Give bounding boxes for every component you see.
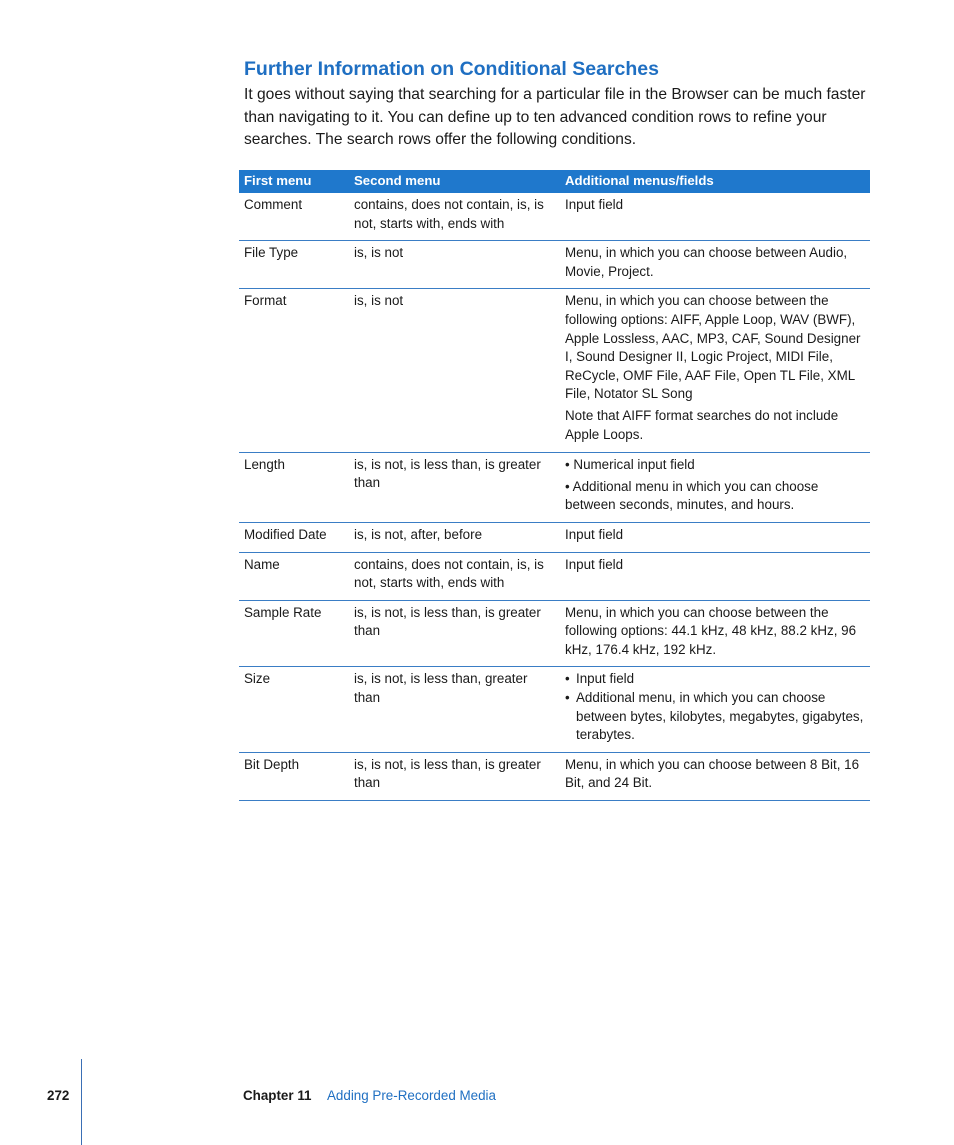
footer-divider bbox=[81, 1059, 82, 1145]
first-menu-cell: Comment bbox=[239, 193, 349, 241]
first-menu-cell: Length bbox=[239, 452, 349, 522]
cell-text: Menu, in which you can choose between the following options: 44.1 kHz, 48 kHz, 88.2 kHz, 96 kHz, 176.4 kHz, 192 kHz. bbox=[565, 604, 857, 657]
cell-text: Menu, in which you can choose between the following options: AIFF, Apple Loop, WAV (BWF), Apple Lossless, AAC, MP3, CAF, Sound Designer I, Sound Designer II, Logic Project, MIDI File, ReCycle, OMF File, AAF File, Open TL File, XML File, Notator SL Song bbox=[565, 293, 861, 402]
table-row-length bbox=[239, 452, 870, 522]
additional-cell bbox=[560, 552, 870, 600]
header-second-menu: Second menu bbox=[349, 170, 560, 193]
additional-cell bbox=[560, 452, 870, 522]
additional-cell bbox=[560, 600, 870, 667]
second-menu-cell: is, is not, is less than, is greater than bbox=[349, 452, 560, 522]
table-row-modified-date bbox=[239, 522, 870, 552]
second-menu-cell: is, is not, after, before bbox=[349, 522, 560, 552]
cell-text: Menu, in which you can choose between Audio, Movie, Project. bbox=[565, 245, 848, 279]
header-additional-fields: Additional menus/fields bbox=[560, 170, 870, 193]
table-row-size bbox=[239, 667, 870, 752]
additional-cell bbox=[560, 289, 870, 452]
first-menu-cell: Name bbox=[239, 552, 349, 600]
cell-text: • Additional menu in which you can choose between seconds, minutes, and hours. bbox=[565, 478, 819, 513]
additional-cell bbox=[560, 752, 870, 800]
additional-cell bbox=[560, 193, 870, 241]
additional-cell bbox=[560, 241, 870, 289]
second-menu-cell: contains, does not contain, is, is not, starts with, ends with bbox=[349, 552, 560, 600]
cell-text: Input field bbox=[565, 526, 624, 542]
second-menu-cell: is, is not bbox=[349, 289, 560, 452]
table-row-bit-depth bbox=[239, 752, 870, 800]
header-first-menu: First menu bbox=[239, 170, 349, 193]
table-row-format bbox=[239, 289, 870, 452]
table-row-name bbox=[239, 552, 870, 600]
bullet-item: • Input field bbox=[565, 670, 865, 689]
cell-text: Input field bbox=[565, 197, 624, 212]
table-header bbox=[239, 170, 870, 193]
first-menu-cell: Modified Date bbox=[239, 522, 349, 552]
first-menu-cell: Format bbox=[239, 289, 349, 452]
cell-text: Menu, in which you can choose between 8 Bit, 16 Bit, and 24 Bit. bbox=[565, 756, 860, 791]
second-menu-cell: is, is not, is less than, is greater than bbox=[349, 600, 560, 667]
section-heading: Further Information on Conditional Searches bbox=[244, 58, 659, 80]
cell-note: Note that AIFF format searches do not include Apple Loops. bbox=[565, 408, 839, 443]
conditions-table bbox=[239, 170, 870, 801]
additional-cell bbox=[560, 522, 870, 552]
second-menu-cell: contains, does not contain, is, is not, starts with, ends with bbox=[349, 193, 560, 241]
table-row-file-type bbox=[239, 241, 870, 289]
first-menu-cell: Sample Rate bbox=[239, 600, 349, 667]
bullet-item: • Additional menu, in which you can choose between bytes, kilobytes, megabytes, gigabytes, terabytes. bbox=[565, 689, 865, 745]
cell-text: Input field bbox=[565, 556, 624, 572]
intro-paragraph: It goes without saying that searching for a particular file in the Browser can be much faster than navigating to it. You can define up to ten advanced condition rows to refine your searches. The search rows offer the following conditions. bbox=[244, 86, 866, 149]
first-menu-cell: File Type bbox=[239, 241, 349, 289]
second-menu-cell: is, is not bbox=[349, 241, 560, 289]
first-menu-cell: Size bbox=[239, 667, 349, 752]
chapter-label: Chapter 11 bbox=[243, 1088, 312, 1103]
first-menu-cell: Bit Depth bbox=[239, 752, 349, 800]
page-number: 272 bbox=[47, 1088, 70, 1103]
second-menu-cell: is, is not, is less than, greater than bbox=[349, 667, 560, 752]
chapter-title-link[interactable]: Adding Pre-Recorded Media bbox=[327, 1088, 496, 1103]
bullet-list bbox=[565, 670, 865, 744]
additional-cell bbox=[560, 667, 870, 752]
second-menu-cell: is, is not, is less than, is greater than bbox=[349, 752, 560, 800]
table-row-sample-rate bbox=[239, 600, 870, 667]
table-row-comment bbox=[239, 193, 870, 241]
cell-text: • Numerical input field bbox=[565, 456, 695, 472]
